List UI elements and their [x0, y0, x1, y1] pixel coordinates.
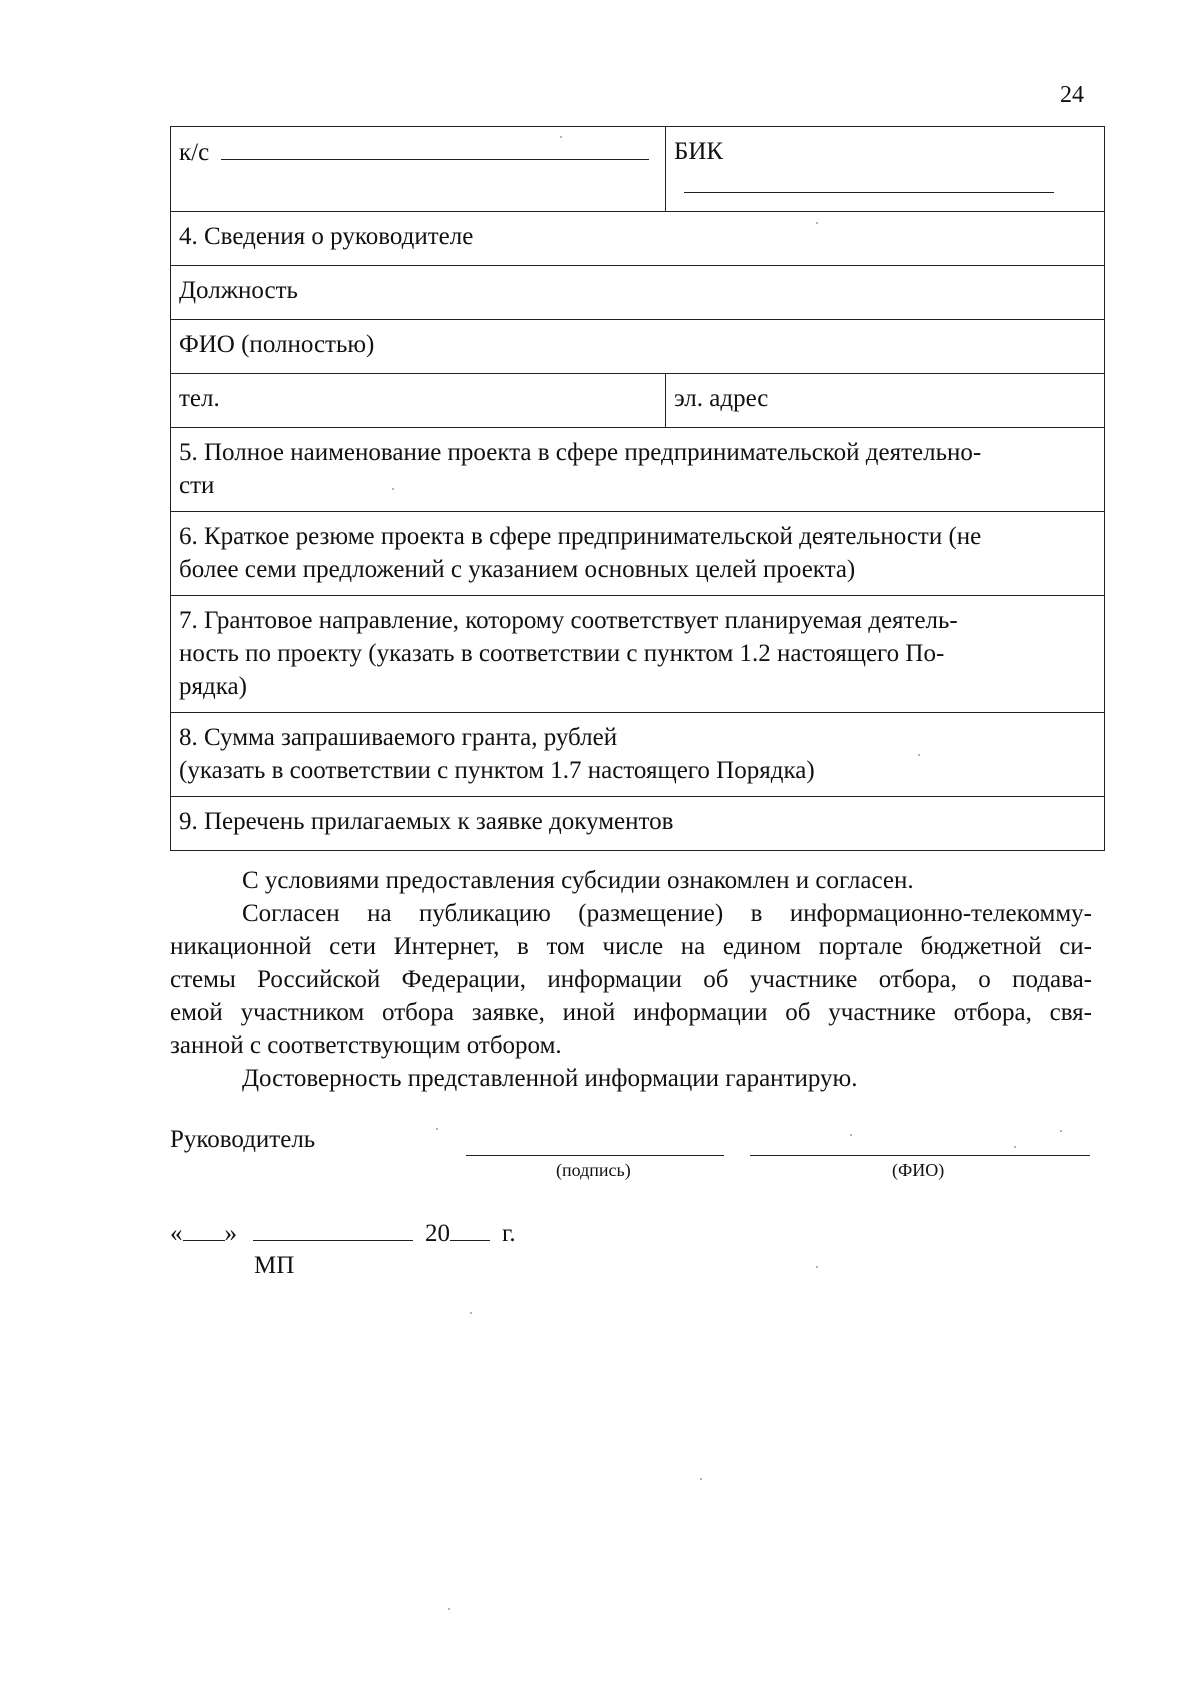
signatory-label: Руководитель [170, 1126, 316, 1153]
scan-speck [700, 1478, 702, 1480]
scan-speck [560, 136, 562, 138]
scan-speck [816, 1266, 818, 1268]
agreement-conditions: С условиями предоставления субсидии ознакомлен и согласен. [242, 867, 914, 894]
section-4-row [171, 212, 1105, 266]
section-5-line: 5. Полное наименование проекта в сфере предпринимательской деятельно- [179, 439, 982, 466]
consent-line: никационной сети Интернет, в том числе на едином портале бюджетной си- [170, 933, 1092, 960]
date-row [170, 1218, 516, 1248]
scan-speck [392, 488, 394, 490]
scan-speck [1060, 1130, 1062, 1132]
section-6-line: более семи предложений с указанием основных целей проекта) [179, 556, 856, 583]
application-form-table [170, 126, 1105, 851]
scan-speck [816, 222, 818, 224]
day-blank [183, 1218, 225, 1241]
month-blank [253, 1218, 413, 1241]
section-8-line: 8. Сумма запрашиваемого гранта, рублей [179, 724, 618, 751]
section-8-line: (указать в соответствии с пунктом 1.7 настоящего Порядка) [179, 757, 815, 784]
section-6-cell [171, 512, 1105, 596]
section-7-line: ность по проекту (указать в соответствии с пунктом 1.2 настоящего По- [179, 640, 945, 667]
scan-speck [1014, 1146, 1016, 1148]
section-6-row [171, 512, 1105, 596]
signature-caption: (подпись) [556, 1160, 631, 1180]
year-suffix: г. [502, 1220, 516, 1247]
signatory-name-line [750, 1155, 1090, 1156]
phone-label: тел. [171, 374, 666, 428]
full-name-row [171, 320, 1105, 374]
ks-label: к/с [179, 139, 210, 166]
year-prefix: 20 [425, 1220, 450, 1247]
section-8-row [171, 713, 1105, 797]
page-number: 24 [1060, 82, 1084, 108]
bik-label: БИК [674, 138, 724, 165]
ks-fill-line [221, 135, 649, 160]
date-close-quote: » [224, 1220, 237, 1247]
scan-speck [850, 1134, 852, 1136]
email-label: эл. адрес [666, 374, 1105, 428]
section-5-row [171, 428, 1105, 512]
scan-speck [448, 1608, 450, 1610]
section-7-line: рядка) [179, 673, 247, 700]
consent-line: стемы Российской Федерации, информации об участнике отбора, о подава- [170, 966, 1092, 993]
consent-line: занной с соответствующим отбором. [170, 1032, 562, 1059]
section-7-line: 7. Грантовое направление, которому соответствует планируемая деятель- [179, 607, 958, 634]
position-label: Должность [171, 266, 1105, 320]
year-blank [450, 1218, 490, 1241]
stamp-placeholder: МП [254, 1252, 295, 1279]
bank-details-row [171, 127, 1105, 212]
agreement-text [170, 864, 1092, 1095]
section-7-row [171, 596, 1105, 713]
consent-line: Согласен на публикацию (размещение) в информационно-телекомму- [242, 900, 1092, 927]
section-9-title: 9. Перечень прилагаемых к заявке документов [171, 797, 1105, 851]
contacts-row [171, 374, 1105, 428]
section-8-cell [171, 713, 1105, 797]
scan-speck [470, 1312, 472, 1314]
scan-speck [436, 1128, 438, 1130]
consent-line: емой участником отбора заявке, иной информации об участнике отбора, свя- [170, 999, 1092, 1026]
section-5-line: сти [179, 472, 215, 499]
bik-fill-line [684, 168, 1054, 193]
section-7-cell [171, 596, 1105, 713]
section-5-cell [171, 428, 1105, 512]
date-open-quote: « [170, 1220, 183, 1247]
signature-line [466, 1155, 724, 1156]
guarantee-statement: Достоверность представленной информации гарантирую. [242, 1065, 858, 1092]
section-6-line: 6. Краткое резюме проекта в сфере предпринимательской деятельности (не [179, 523, 982, 550]
signatory-name-caption: (ФИО) [892, 1160, 945, 1180]
section-9-row [171, 797, 1105, 851]
section-4-title: 4. Сведения о руководителе [171, 212, 1105, 266]
full-name-label: ФИО (полностью) [171, 320, 1105, 374]
ks-cell [171, 127, 666, 212]
scan-speck [918, 754, 920, 756]
position-row [171, 266, 1105, 320]
bik-cell [666, 127, 1105, 212]
